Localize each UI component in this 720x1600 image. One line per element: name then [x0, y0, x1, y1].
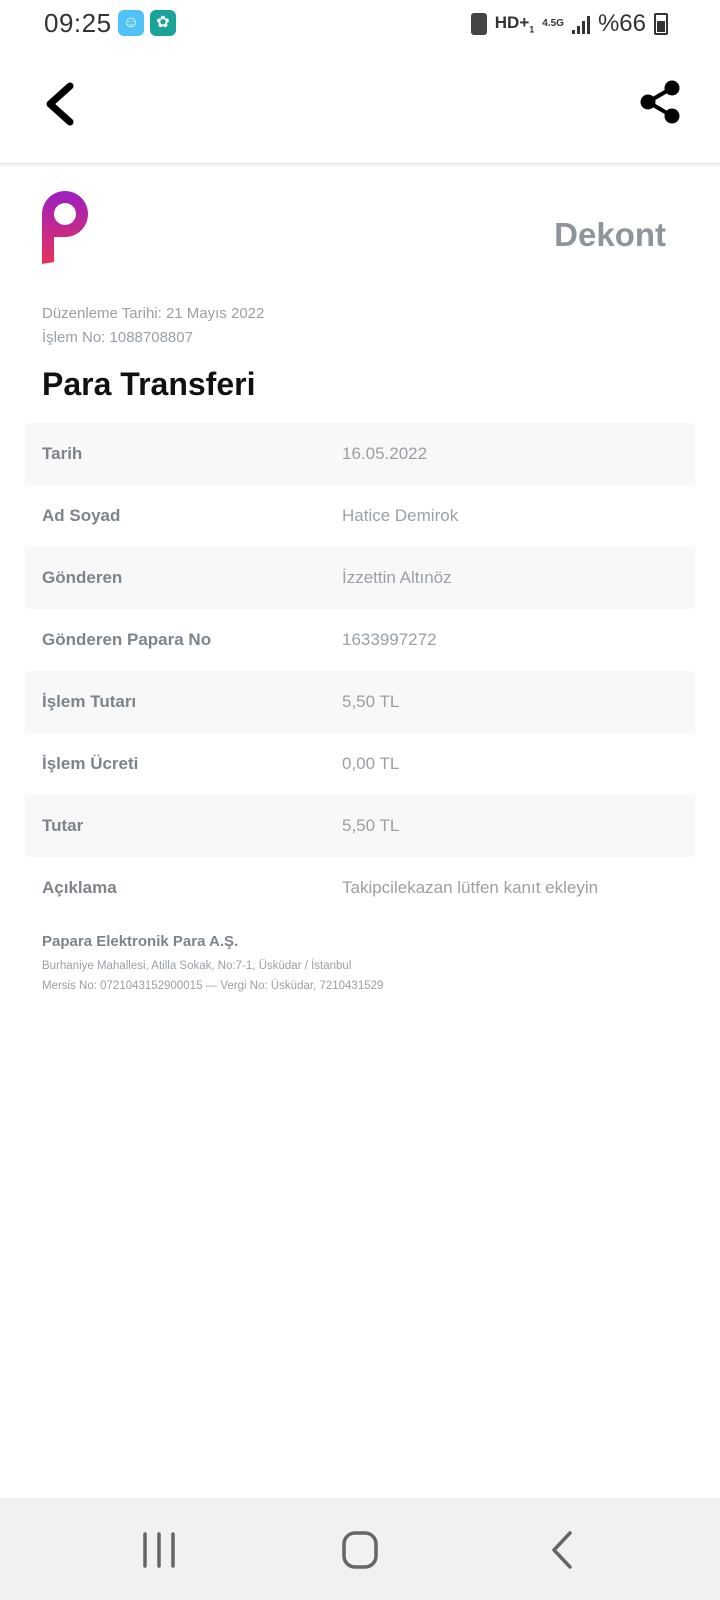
detail-label: Tutar: [42, 816, 84, 835]
transaction-number: İşlem No: 1088708807: [42, 329, 193, 346]
network-type-label: 4.5G: [542, 18, 564, 29]
recents-icon: [134, 1528, 184, 1572]
detail-row: [25, 547, 695, 609]
page-title: Para Transferi: [42, 366, 256, 402]
status-time: 09:25: [44, 8, 112, 38]
detail-label: İşlem Ücreti: [42, 754, 139, 773]
detail-value: Hatice Demirok: [342, 506, 459, 525]
battery-icon: [654, 13, 668, 35]
detail-label: Açıklama: [42, 878, 117, 897]
sim-slot-label: 1: [529, 24, 535, 35]
detail-label: Gönderen: [42, 568, 123, 587]
company-address: Burhaniye Mahallesi, Atilla Sokak, No:7-1, Üsküdar / İstanbul: [42, 960, 352, 972]
chevron-left-icon: [40, 80, 88, 128]
signal-icon: [572, 14, 590, 34]
detail-row: [25, 423, 695, 485]
share-button[interactable]: [636, 78, 684, 126]
app-bar: [0, 48, 720, 164]
hd-voice-label: HD+: [494, 13, 530, 33]
detail-label: Ad Soyad: [42, 506, 121, 525]
company-name: Papara Elektronik Para A.Ş.: [42, 933, 239, 950]
detail-row: [25, 733, 695, 795]
detail-row: [25, 485, 695, 547]
share-icon: [636, 78, 684, 126]
edit-date: Düzenleme Tarihi: 21 Mayıs 2022: [42, 305, 265, 322]
receipt-title: Dekont: [554, 216, 666, 253]
back-icon: [538, 1528, 588, 1572]
detail-value: İzzettin Altınöz: [342, 568, 452, 587]
detail-row: [25, 857, 695, 919]
detail-row: [25, 671, 695, 733]
detail-label: Tarih: [42, 444, 83, 463]
home-button[interactable]: [335, 1528, 385, 1572]
home-icon: [335, 1528, 385, 1572]
system-nav-bar: [0, 1498, 720, 1600]
nav-back-button[interactable]: [538, 1528, 588, 1572]
status-bar: [0, 0, 720, 48]
detail-value: 0,00 TL: [342, 754, 400, 773]
battery-percent: %66: [597, 10, 646, 37]
back-button[interactable]: [40, 80, 88, 128]
detail-value: 16.05.2022: [342, 444, 428, 463]
status-indicators: [471, 10, 668, 38]
detail-value: 5,50 TL: [342, 816, 400, 835]
transfer-details: [25, 423, 695, 919]
detail-value: Takipcilekazan lütfen kanıt ekleyin: [342, 878, 599, 897]
detail-value: 1633997272: [342, 630, 437, 649]
power-saving-icon: [471, 13, 487, 35]
notification-app-icon: ☺: [118, 10, 144, 36]
detail-row: [25, 795, 695, 857]
receipt-meta: [42, 302, 264, 350]
papara-logo: [40, 188, 90, 266]
detail-value: 5,50 TL: [342, 692, 400, 711]
company-registry: Mersis No: 0721043152900015 — Vergi No: Üsküdar, 7210431529: [42, 980, 384, 992]
recents-button[interactable]: [134, 1528, 184, 1572]
notification-app-icon-2: ✿: [150, 10, 176, 36]
detail-label: İşlem Tutarı: [42, 692, 137, 711]
company-info: [42, 933, 383, 996]
detail-row: [25, 609, 695, 671]
detail-label: Gönderen Papara No: [42, 630, 212, 649]
